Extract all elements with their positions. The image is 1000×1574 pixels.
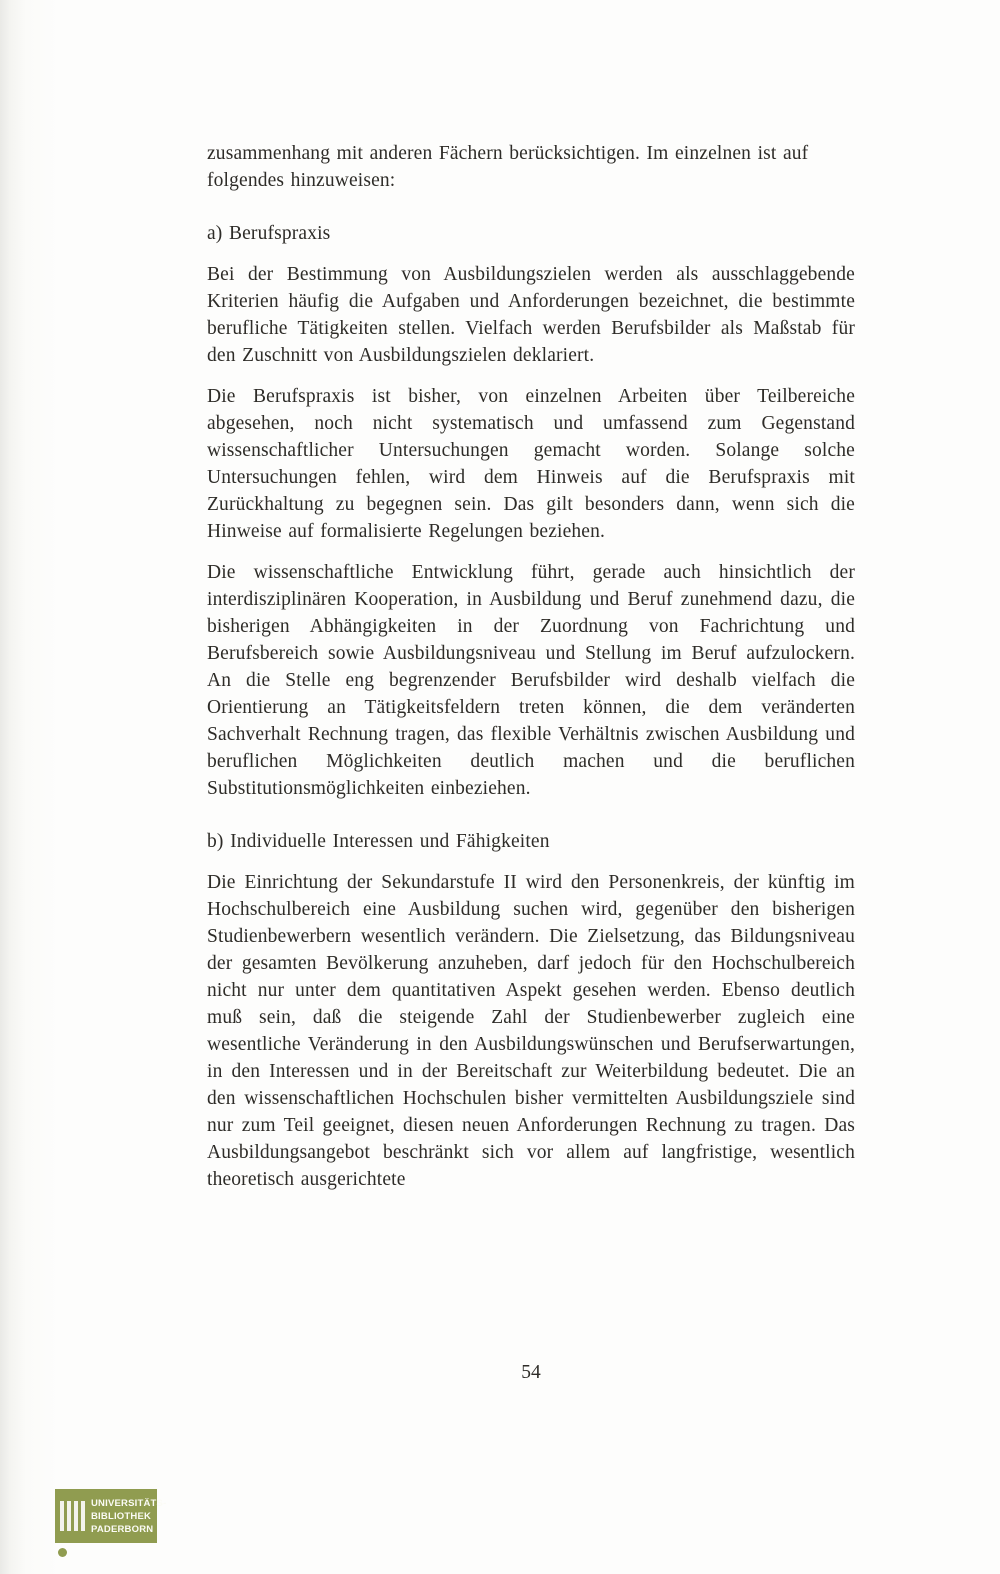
paragraph: Die Berufspraxis ist bisher, von einzelnen Arbeiten über Teilbereiche abgesehen, noch nicht systematisch und umfassend zum Gegenstand wissenschaftlicher Untersuchungen gemacht worden. Solange solche Untersuchungen fehlen, wird dem Hinweis auf die Berufspraxis mit Zurückhaltung zu begegnen sein. Das gilt besonders dann, wenn sich die Hinweise auf formalisierte Regelungen beziehen.	[207, 386, 855, 542]
stamp-line-1: UNIVERSITÄTS-	[91, 1497, 167, 1509]
section-heading-b: b) Individuelle Interessen und Fähigkeiten	[207, 831, 550, 852]
library-stamp-text	[91, 1497, 166, 1536]
paragraph: Bei der Bestimmung von Ausbildungszielen werden als ausschlaggebende Kriterien häufig die Aufgaben und Anforderungen bezeichnet, die bestimmte berufliche Tätigkeiten stellen. Vielfach werden Berufsbilder als Maßstab für den Zuschnitt von Ausbildungszielen deklariert.	[207, 264, 855, 366]
text-block	[207, 140, 855, 1207]
stamp-line-3: PADERBORN	[91, 1523, 154, 1535]
library-stamp	[55, 1489, 167, 1543]
library-logo-icon	[60, 1501, 85, 1531]
stamp-dot	[58, 1548, 67, 1557]
paragraph: Die wissenschaftliche Entwicklung führt, gerade auch hinsichtlich der interdisziplinären Kooperation, in Ausbildung und Beruf zunehmend dazu, die bisherigen Abhängigkeiten in der Zuordnung von Fachrichtung und Berufsbereich sowie Ausbildungsniveau und Stellung im Beruf aufzulockern. An die Stelle eng begrenzender Berufsbilder wird deshalb vielfach die Orientierung an Tätigkeitsfeldern treten können, die dem veränderten Sachverhalt Rechnung tragen, das flexible Verhältnis zwischen Ausbildung und beruflichen Möglichkeiten deutlich machen und die beruflichen Substitutionsmöglichkeiten einbeziehen.	[207, 562, 855, 799]
page-number: 54	[521, 1362, 541, 1383]
paragraph-intro: zusammenhang mit anderen Fächern berücksichtigen. Im einzelnen ist auf folgendes hinzuweisen:	[207, 143, 809, 191]
paragraph: Die Einrichtung der Sekundarstufe II wird den Personenkreis, der künftig im Hochschulbereich eine Ausbildung suchen wird, gegenüber den bisherigen Studienbewerbern wesentlich verändern. Die Zielsetzung, das Bildungsniveau der gesamten Bevölkerung anzuheben, darf jedoch für den Hochschulbereich nicht nur unter dem quantitativen Aspekt gesehen werden. Ebenso deutlich muß sein, daß die steigende Zahl der Studienbewerber zugleich eine wesentliche Veränderung in den Ausbildungswünschen und Berufserwartungen, in den Interessen und in der Bereitschaft zur Weiterbildung bedeutet. Die an den wissenschaftlichen Hochschulen bisher vermittelten Ausbildungsziele sind nur zum Teil geeignet, diesen neuen Anforderungen Rechnung zu tragen. Das Ausbildungsangebot beschränkt sich vor allem auf langfristige, wesentlich theoretisch ausgerichtete	[207, 872, 855, 1190]
stamp-line-2: BIBLIOTHEK	[91, 1510, 152, 1522]
section-heading-a: a) Berufspraxis	[207, 223, 331, 244]
